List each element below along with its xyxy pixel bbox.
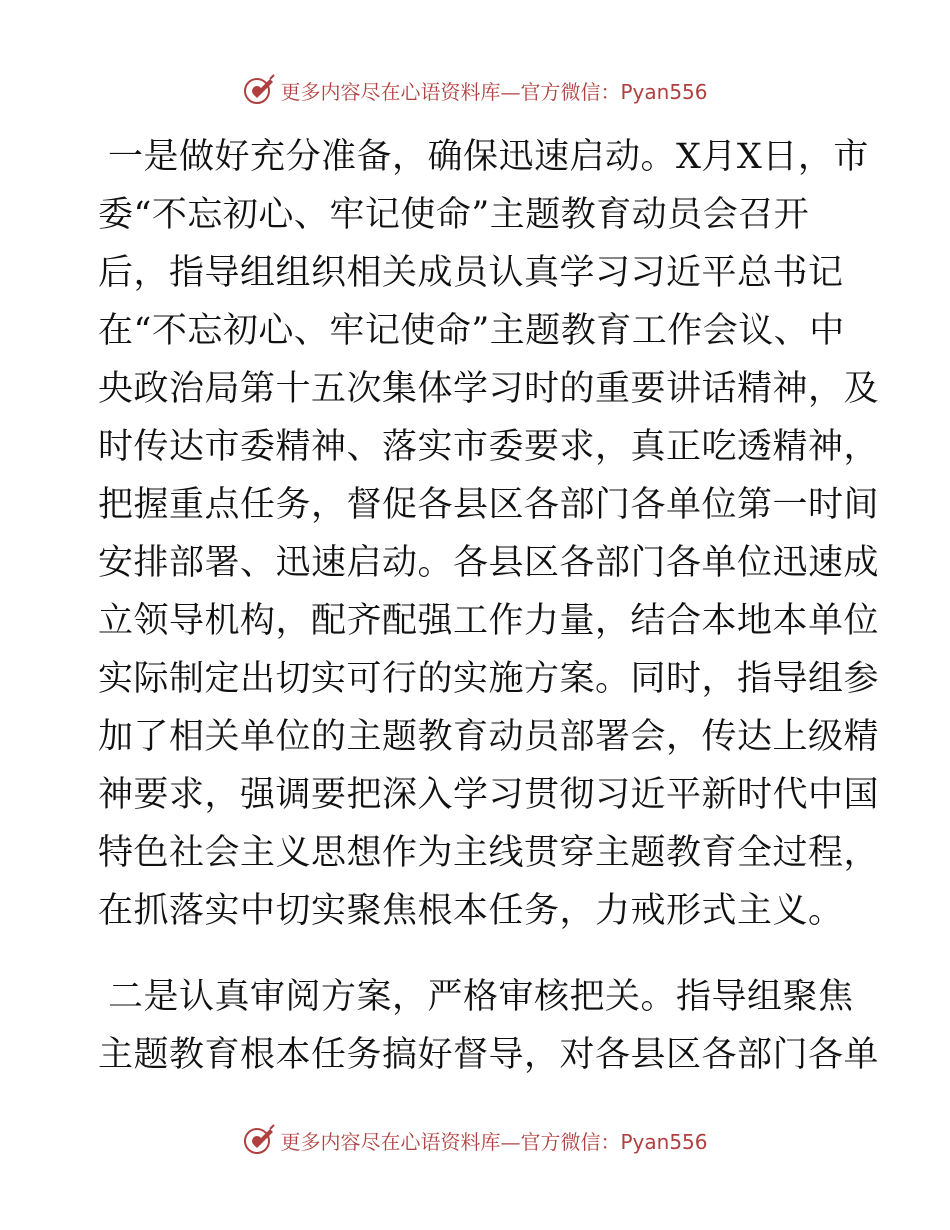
document-body bbox=[98, 128, 880, 1084]
text-line: 特色社会主义思想作为主线贯穿主题教育全过程， bbox=[98, 833, 880, 873]
text-line: 一是做好充分准备，确保迅速启动。X月X日，市 bbox=[108, 137, 869, 177]
text-line: 后，指导组组织相关成员认真学习习近平总书记 bbox=[98, 253, 844, 293]
text-line: 央政治局第十五次集体学习时的重要讲话精神，及 bbox=[98, 369, 880, 409]
text-line: 主题教育根本任务搞好督导，对各县区各部门各单 bbox=[98, 1035, 880, 1075]
paragraph-2 bbox=[98, 968, 880, 1084]
pen-logo-icon bbox=[242, 73, 276, 107]
pen-logo-icon bbox=[242, 1123, 276, 1157]
text-line: 加了相关单位的主题教育动员部署会，传达上级精 bbox=[98, 717, 880, 757]
text-line: 神要求，强调要把深入学习贯彻习近平新时代中国 bbox=[98, 775, 880, 815]
header-banner bbox=[0, 70, 950, 110]
text-line: 二是认真审阅方案，严格审核把关。指导组聚焦 bbox=[108, 977, 854, 1017]
text-line: 安排部署、迅速启动。各县区各部门各单位迅速成 bbox=[98, 543, 880, 583]
banner-caption: 更多内容尽在心语资料库—官方微信： bbox=[280, 1129, 621, 1154]
text-line: 在抓落实中切实聚焦根本任务，力戒形式主义。 bbox=[98, 891, 844, 931]
banner-text bbox=[280, 76, 707, 105]
text-line: 立领导机构，配齐配强工作力量，结合本地本单位 bbox=[98, 601, 880, 641]
wechat-id: Pyan556 bbox=[620, 1129, 708, 1154]
text-line: 实际制定出切实可行的实施方案。同时，指导组参 bbox=[98, 659, 880, 699]
text-line: 时传达市委精神、落实市委要求，真正吃透精神， bbox=[98, 427, 880, 467]
paragraph-spacer bbox=[98, 940, 850, 968]
banner-caption: 更多内容尽在心语资料库—官方微信： bbox=[280, 79, 621, 104]
paragraph-1 bbox=[98, 128, 880, 940]
footer-banner bbox=[0, 1120, 950, 1160]
text-line: 在“不忘初心、牢记使命”主题教育工作会议、中 bbox=[98, 311, 845, 351]
text-line: 把握重点任务，督促各县区各部门各单位第一时间 bbox=[98, 485, 880, 525]
banner-text bbox=[280, 1126, 707, 1155]
text-line: 委“不忘初心、牢记使命”主题教育动员会召开 bbox=[98, 195, 810, 235]
wechat-id: Pyan556 bbox=[620, 79, 708, 104]
